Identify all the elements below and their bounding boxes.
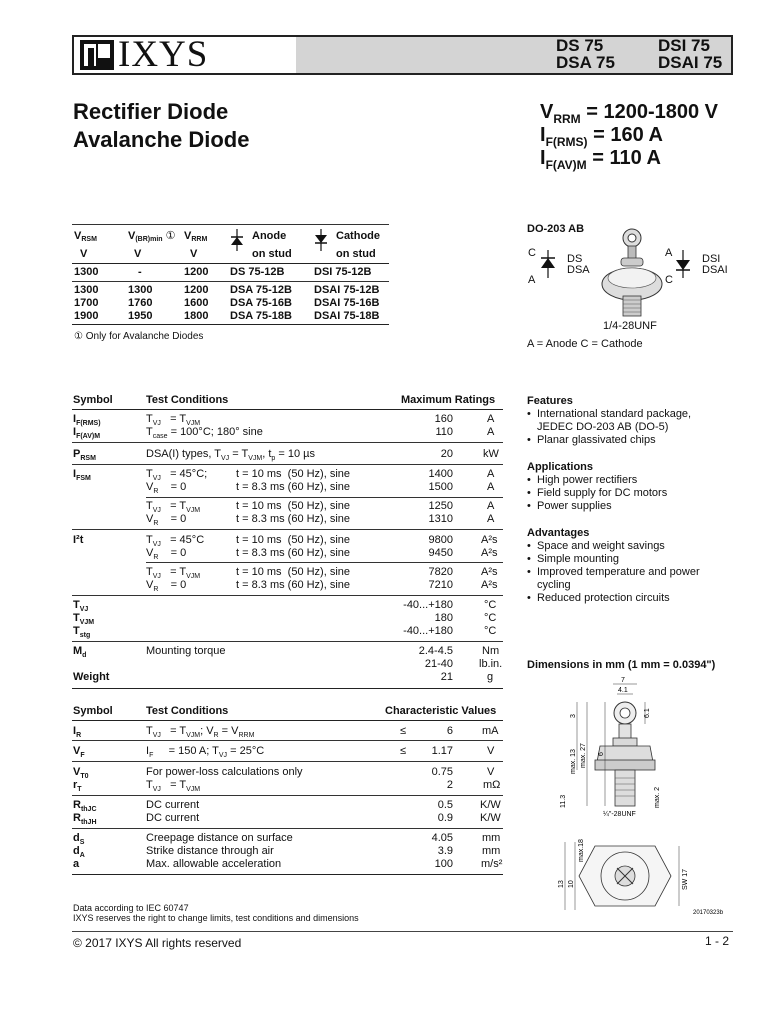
unit: A — [487, 413, 495, 425]
unit: V — [134, 248, 142, 260]
condition: t = 8.3 ms (60 Hz), sine — [236, 579, 351, 591]
condition: DC current — [146, 812, 200, 824]
condition: $V_R$ = 0 — [146, 513, 187, 528]
symbol: $T_{VJM}$ — [73, 612, 95, 627]
diode-symbol-icon — [675, 250, 691, 278]
col-symbol: Symbol — [73, 394, 113, 406]
symbol: $T_{VJ}$ — [73, 599, 89, 614]
table-cell: DSAI 75-16B — [314, 297, 380, 309]
condition: t = 8.3 ms (60 Hz), sine — [236, 547, 351, 559]
page-title: Rectifier Diode — [73, 99, 229, 124]
unit: kW — [483, 448, 499, 460]
condition: $V_R$ = 0 — [146, 547, 187, 562]
col-vrsm: $V_{RSM}$ — [74, 230, 97, 243]
operator: ≤ — [400, 745, 407, 757]
unit: lb.in. — [479, 658, 503, 670]
table-cell: - — [138, 266, 142, 278]
value: 2.4-4.5 — [418, 645, 453, 657]
symbol: $I_{F(RMS)}$ — [73, 413, 101, 428]
condition: t = 10 ms (50 Hz), sine — [236, 500, 351, 512]
table-cell: 1300 — [74, 266, 99, 278]
col-cathode: Cathode — [336, 230, 380, 242]
spec-ifrms: $I_{F(RMS)} = 160$ A — [540, 124, 663, 149]
dimensions-title: Dimensions in mm (1 mm = 0.0394") — [527, 659, 716, 671]
table-cell: 1600 — [184, 297, 209, 309]
pin-label: C — [528, 247, 536, 259]
table-cell: 1900 — [74, 310, 99, 322]
col-symbol: Symbol — [73, 705, 113, 717]
part-number: DSI 75 — [658, 36, 710, 55]
value: 100 — [434, 858, 453, 870]
condition: t = 10 ms (50 Hz), sine — [236, 566, 351, 578]
condition: $T_{VJ} = T_{VJM}$ — [146, 566, 201, 581]
symbol: Weight — [73, 671, 110, 683]
condition: Strike distance through air — [146, 845, 274, 857]
dim-label: max. 27 — [580, 743, 587, 768]
table-cell: 1760 — [128, 297, 153, 309]
condition: $T_{VJ} = T_{VJM}$ — [146, 779, 201, 794]
value: 1250 — [428, 500, 453, 512]
value: 180 — [434, 612, 453, 624]
cathode-diode-icon — [314, 229, 328, 251]
symbol: a — [73, 858, 80, 870]
diode-symbol-icon — [540, 250, 556, 278]
value: 0.75 — [431, 766, 453, 778]
unit: Nm — [482, 645, 500, 657]
value: 0.5 — [437, 799, 453, 811]
on-stud: on stud — [252, 248, 292, 260]
condition: Mounting torque — [146, 645, 226, 657]
unit: mΩ — [483, 779, 501, 791]
unit: V — [80, 248, 88, 260]
symbol: $T_{stg}$ — [73, 625, 91, 640]
list-item: • Simple mounting — [527, 553, 619, 565]
table-cell: DSA 75-18B — [230, 310, 292, 322]
copyright: © 2017 IXYS All rights reserved — [73, 936, 242, 950]
unit: mm — [482, 832, 501, 844]
page-number: 1 - 2 — [705, 934, 730, 948]
unit: A — [487, 481, 495, 493]
list-item: • International standard package, JEDEC DO-203 AB (DO-5) — [527, 408, 692, 433]
unit: K/W — [480, 812, 501, 824]
part-number: DSA 75 — [556, 53, 615, 72]
dim-label: 10 — [568, 880, 575, 888]
pin-legend: A = Anode C = Cathode — [527, 338, 643, 350]
pin-label: C — [665, 274, 673, 286]
page-subtitle: Avalanche Diode — [73, 127, 250, 152]
condition: Creepage distance on surface — [146, 832, 293, 844]
symbol: $P_{RSM}$ — [73, 448, 96, 463]
table-cell: 1950 — [128, 310, 153, 322]
list-item: • Field supply for DC motors — [527, 487, 668, 499]
spec-vrrm: $V_{RRM} = 1200-1800$ V — [540, 101, 719, 126]
col-vbr: $V_{(BR)min}$ ① — [128, 230, 176, 243]
col-conditions: Test Conditions — [146, 394, 229, 406]
unit: mA — [482, 725, 499, 737]
table-cell: 1300 — [74, 284, 99, 296]
footnote: ① Only for Avalanche Diodes — [74, 331, 204, 342]
symbol: $I_R$ — [73, 725, 82, 740]
operator: ≤ — [400, 725, 407, 737]
value: 20 — [440, 448, 453, 460]
pin-label: A — [528, 274, 536, 286]
list-item: • Power supplies — [527, 500, 612, 512]
list-item: • Planar glassivated chips — [527, 434, 656, 446]
table-cell: DSA 75-12B — [230, 284, 292, 296]
type-label: DSI — [702, 253, 721, 265]
value: 7820 — [428, 566, 453, 578]
on-stud: on stud — [336, 248, 376, 260]
unit: K/W — [480, 799, 501, 811]
dim-label: 13 — [558, 880, 565, 888]
unit: mm — [482, 845, 501, 857]
value: 1500 — [428, 481, 453, 493]
value: 1.17 — [431, 745, 453, 757]
do203-package-icon — [597, 228, 667, 320]
table-cell: 1200 — [184, 266, 209, 278]
col-max-ratings: Maximum Ratings — [401, 394, 496, 406]
table-cell: 1800 — [184, 310, 209, 322]
symbol: $V_{T0}$ — [73, 766, 89, 781]
condition: $V_R$ = 0 — [146, 481, 187, 496]
unit: °C — [484, 612, 497, 624]
list-item: • Reduced protection circuits — [527, 592, 670, 604]
dim-label: 6.1 — [644, 708, 651, 718]
condition: $T_{VJ} = 45^\circ C$ — [146, 534, 205, 549]
condition: t = 10 ms (50 Hz), sine — [236, 468, 351, 480]
anode-diode-icon — [230, 229, 244, 251]
condition: $T_{VJ} = T_{VJM}$ — [146, 500, 201, 515]
table-cell: 1200 — [184, 284, 209, 296]
dim-label: max. 13 — [570, 749, 577, 774]
brand-name: IXYS — [118, 34, 209, 75]
value: 1310 — [428, 513, 453, 525]
col-conditions: Test Conditions — [146, 705, 229, 717]
value: 9800 — [428, 534, 453, 546]
value: 6 — [446, 725, 453, 737]
unit: g — [487, 671, 494, 683]
unit: m/s² — [481, 858, 503, 870]
ixys-logo-icon — [80, 40, 114, 70]
dim-label: 3 — [570, 714, 577, 718]
symbol: $M_d$ — [73, 645, 87, 660]
package-name: DO-203 AB — [527, 223, 585, 235]
dim-label: SW 17 — [682, 868, 689, 890]
symbol: I²t — [73, 534, 84, 546]
value: 7210 — [428, 579, 453, 591]
footer-note: IXYS reserves the right to change limits, test conditions and dimensions — [73, 913, 359, 923]
table-cell: 1700 — [74, 297, 99, 309]
unit: V — [487, 766, 495, 778]
symbol: $V_F$ — [73, 745, 85, 760]
dim-label: 7 — [621, 677, 625, 684]
type-label: DSAI — [702, 264, 728, 276]
symbol: $R_{thJC}$ — [73, 799, 97, 814]
condition: For power-loss calculations only — [146, 766, 303, 778]
unit: °C — [484, 625, 497, 637]
spec-ifavm: $I_{F(AV)M} = 110$ A — [540, 147, 661, 172]
list-item: • Space and weight savings — [527, 540, 665, 552]
drawing-code: 20170323b — [693, 910, 724, 916]
table-cell: DS 75-12B — [230, 266, 285, 278]
table-cell: DSAI 75-12B — [314, 284, 380, 296]
part-number: DSAI 75 — [658, 53, 723, 72]
condition: DSA(I) types, $T_{VJ} = T_{VJM}$, $t_p = 10$ µs — [146, 448, 315, 463]
value: -40...+180 — [403, 625, 453, 637]
symbol: $r_T$ — [73, 779, 82, 794]
dim-label: ¼"-28UNF — [603, 811, 636, 818]
condition: $T_{case} = 100^\circ C$; 180° sine — [146, 426, 263, 441]
condition: DC current — [146, 799, 200, 811]
condition: $T_{VJ} = T_{VJM}$ — [146, 413, 201, 428]
condition: $T_{VJ} = 45^\circ C$; — [146, 468, 208, 483]
dim-label: 4.1 — [618, 687, 628, 694]
table-cell: DSAI 75-18B — [314, 310, 380, 322]
symbol: $d_A$ — [73, 845, 85, 860]
part-number: DS 75 — [556, 36, 604, 55]
unit: A — [487, 513, 495, 525]
value: 1400 — [428, 468, 453, 480]
dim-label: 11.3 — [560, 794, 567, 808]
unit: A — [487, 426, 495, 438]
type-label: DSA — [567, 264, 590, 276]
value: 0.9 — [437, 812, 453, 824]
thread-label: 1/4-28UNF — [603, 320, 657, 332]
condition: $V_R$ = 0 — [146, 579, 187, 594]
symbol: $d_S$ — [73, 832, 85, 847]
features-title: Features — [527, 395, 573, 407]
type-label: DS — [567, 253, 583, 265]
unit: A²s — [481, 534, 498, 546]
value: -40...+180 — [403, 599, 453, 611]
dimension-drawing-icon — [555, 676, 735, 916]
condition: t = 8.3 ms (60 Hz), sine — [236, 513, 351, 525]
table-cell: DSA 75-16B — [230, 297, 292, 309]
value: 21-40 — [424, 658, 453, 670]
value: 160 — [434, 413, 453, 425]
unit: A²s — [481, 566, 498, 578]
value: 3.9 — [437, 845, 453, 857]
condition: Max. allowable acceleration — [146, 858, 282, 870]
value: 2 — [446, 779, 453, 791]
value: 9450 — [428, 547, 453, 559]
table-cell: 1300 — [128, 284, 153, 296]
dim-label: max.18 — [578, 839, 585, 862]
condition: $I_F$ = 150 A; $T_{VJ} = 25^\circ C$ — [146, 745, 265, 760]
symbol: $R_{thJH}$ — [73, 812, 97, 827]
unit: A²s — [481, 547, 498, 559]
unit: A — [487, 468, 495, 480]
condition: $T_{VJ} = T_{VJM}$; $V_R = V_{RRM}$ — [146, 725, 255, 740]
applications-title: Applications — [527, 461, 594, 473]
advantages-title: Advantages — [527, 527, 590, 539]
condition: t = 8.3 ms (60 Hz), sine — [236, 481, 351, 493]
col-vrrm: $V_{RRM}$ — [184, 230, 208, 243]
table-cell: DSI 75-12B — [314, 266, 372, 278]
unit: A — [487, 500, 495, 512]
value: 4.05 — [431, 832, 453, 844]
value: 21 — [440, 671, 453, 683]
unit: V — [487, 745, 495, 757]
col-anode: Anode — [252, 230, 287, 242]
unit: V — [190, 248, 198, 260]
dim-label: max. 2 — [654, 786, 661, 808]
col-char-values: Characteristic Values — [385, 705, 497, 717]
condition: t = 10 ms (50 Hz), sine — [236, 534, 351, 546]
pin-label: A — [665, 247, 673, 259]
footer-note: Data according to IEC 60747 — [73, 903, 189, 913]
unit: °C — [484, 599, 497, 611]
symbol: $I_{F(AV)M}$ — [73, 426, 101, 441]
unit: A²s — [481, 579, 498, 591]
list-item: • Improved temperature and power cycling — [527, 566, 700, 591]
list-item: • High power rectifiers — [527, 474, 638, 486]
dim-label: 6 — [598, 752, 605, 756]
value: 110 — [435, 426, 453, 438]
symbol: $I_{FSM}$ — [73, 468, 91, 483]
